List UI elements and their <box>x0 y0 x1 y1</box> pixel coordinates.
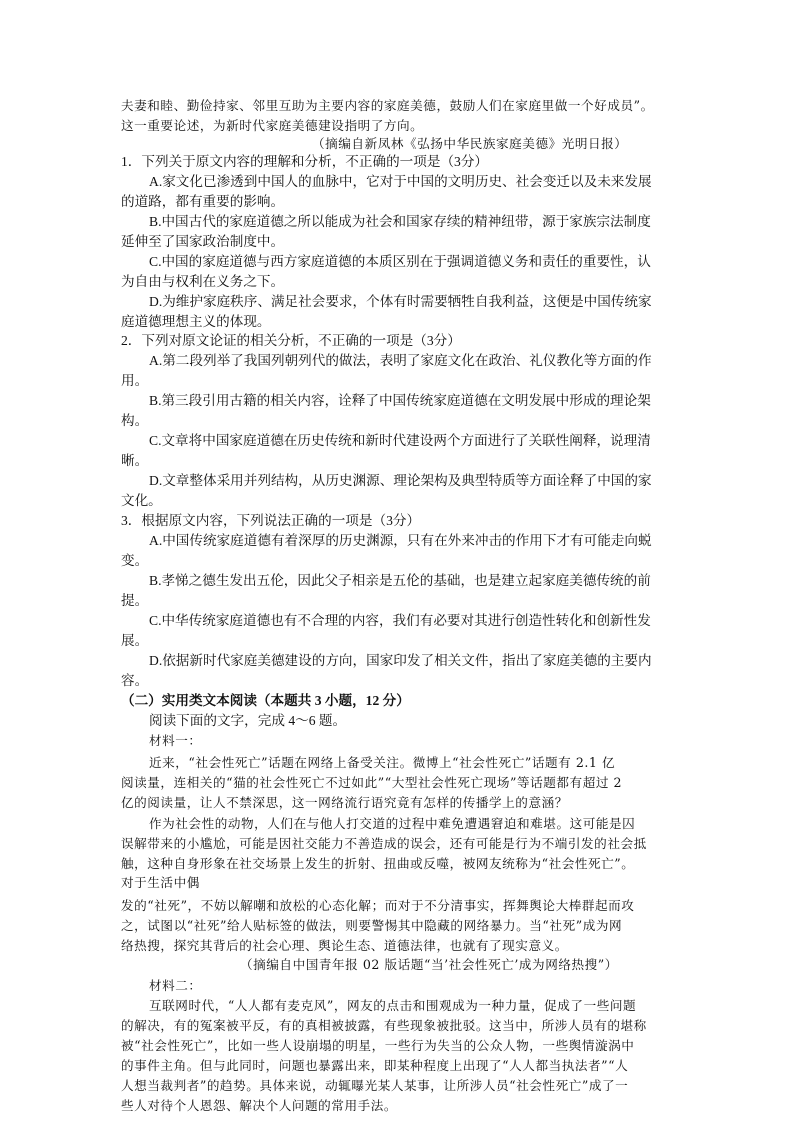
q1-option-a-line2: 的道路，都有重要的影响。 <box>121 194 285 209</box>
material2-line: 互联网时代，“人人都有麦克风”，网友的点击和围观成为一种力量，促成了一些问题 <box>149 998 637 1013</box>
q2-option-c-line1: C.文章将中国家庭道德在历史传统和新时代建设两个方面进行了关联性阐释，说理清 <box>149 433 651 448</box>
material2-line: 人想当裁判者”的趋势。具体来说，动辄曝光某人某事，让所涉人员“社会性死亡”成了一 <box>121 1078 629 1093</box>
material1-line: 作为社会性的动物，人们在与他人打交道的过程中难免遭遇窘迫和难堪。这可能是囚 <box>149 816 636 831</box>
q1-option-d-line2: 庭道德理想主义的体现。 <box>121 314 271 329</box>
material2-label: 材料二： <box>149 978 202 993</box>
q3-option-b-line2: 提。 <box>121 593 149 608</box>
q3-option-a-line2: 变。 <box>121 553 149 568</box>
section-heading: （二）实用类文本阅读（本题共 3 小题，12 分） <box>121 693 410 708</box>
material1-line: 络热搜，探究其背后的社会心理、舆论生态、道德法律，也就有了现实意义。 <box>121 938 568 953</box>
q1-option-b-line1: B.中国古代的家庭道德之所以能成为社会和国家存续的精神纽带，源于家族宗法制度 <box>149 214 651 229</box>
material1-line: 触，这种自身形象在社交场景上发生的折射、扭曲或反噬，被网友统称为“社会性死亡”。 <box>121 856 635 871</box>
material2-line: 被“社会性死亡”，比如一些人设崩塌的明星，一些行为失当的公众人物，一些舆情漩涡中 <box>121 1038 635 1053</box>
q3-option-a-line1: A.中国传统家庭道德有着深厚的历史渊源，只有在外来冲击的作用下才有可能走向蜕 <box>149 533 652 548</box>
q1-option-c-line2: 为自由与权利在义务之下。 <box>121 274 285 289</box>
q2-option-a-line2: 用。 <box>121 373 149 388</box>
q1-option-d-line1: D.为维护家庭秩序、满足社会要求，个体有时需要牺牲自我利益，这便是中国传统家 <box>149 294 652 309</box>
q1-option-a-line1: A.家文化已渗透到中国人的血脉中，它对于中国的文明历史、社会变迁以及未来发展 <box>149 174 652 189</box>
intro-line-2: 这一重要论述，为新时代家庭美德建设指明了方向。 <box>121 118 424 133</box>
q3-option-d-line1: D.依据新时代家庭美德建设的方向，国家印发了相关文件，指出了家庭美德的主要内 <box>149 653 652 668</box>
material1-line: 近来，“社会性死亡”话题在网络上备受关注。微博上“社会性死亡”话题有 2.1 亿 <box>149 755 616 770</box>
material1-line: 亿的阅读量，让人不禁深思，这一网络流行语究竟有怎样的传播学上的意涵？ <box>121 795 568 810</box>
q3-option-c-line1: C.中华传统家庭道德也有不合理的内容，我们有必要对其进行创造性转化和创新性发 <box>149 613 651 628</box>
q2-option-a-line1: A.第二段列举了我国列朝列代的做法，表明了家庭文化在政治、礼仪教化等方面的作 <box>149 353 652 368</box>
intro-line-1: 夫妻和睦、勤俭持家、邻里互助为主要内容的家庭美德，鼓励人们在家庭里做一个好成员”。 <box>121 98 654 113</box>
q2-option-c-line2: 晰。 <box>121 453 149 468</box>
material1-line: 阅读量，连相关的“猫的社会性死亡不过如此”“大型社会性死亡现场”等话题都有超过 2 <box>121 775 623 790</box>
q3-option-b-line1: B.孝悌之德生发出五伦，因此父子相亲是五伦的基础，也是建立起家庭美德传统的前 <box>149 573 651 588</box>
material1-line: 误解带来的小尴尬，可能是因社交能力不善造成的误会，还有可能是行为不端引发的社会抵 <box>121 836 647 851</box>
q1-stem: 1．下列关于原文内容的理解和分析，不正确的一项是（3分） <box>121 154 489 169</box>
q2-option-b-line1: B.第三段引用古籍的相关内容，诠释了中国传统家庭道德在文明发展中形成的理论架 <box>149 393 651 408</box>
q2-stem: 2．下列对原文论证的相关分析，不正确的一项是（3分） <box>121 333 461 348</box>
material1-line: 对于生活中偶 <box>121 875 200 890</box>
material1-line: 发的“社死”，不妨以解嘲和放松的心态化解；而对于不分清事实，挥舞舆论大棒群起而攻 <box>121 898 635 913</box>
material1-line: 之，试图以“社死”给人贴标签的做法，则要警惕其中隐藏的网络暴力。当“社死”成为网 <box>121 918 623 933</box>
material2-line: 些人对待个人恩怨、解决个人问题的常用手法。 <box>121 1098 398 1113</box>
material1-source: （摘编自中国青年报 02 版话题“当’社会性死亡’成为网络热搜”） <box>240 957 618 972</box>
q1-option-b-line2: 延伸至了国家政治制度中。 <box>121 234 285 249</box>
q2-option-d-line1: D.文章整体采用并列结构，从历史渊源、理论架构及典型特质等方面诠释了中国的家 <box>149 473 652 488</box>
q2-option-d-line2: 文化。 <box>121 493 162 508</box>
intro-source: （摘编自新凤林《弘扬中华民族家庭美德》光明日报） <box>312 136 628 151</box>
material2-line: 的事件主角。但与此同时，问题也暴露出来，即某种程度上出现了“人人都当执法者”“人 <box>121 1058 629 1073</box>
q2-option-b-line2: 构。 <box>121 413 149 428</box>
q3-stem: 3．根据原文内容，下列说法正确的一项是（3分） <box>121 513 421 528</box>
material2-line: 的解决，有的冤案被平反，有的真相被披露，有些现象被批驳。这当中，所涉人员有的堪称 <box>121 1018 647 1033</box>
material1-label: 材料一： <box>149 733 202 748</box>
q1-option-c-line1: C.中国的家庭道德与西方家庭道德的本质区别在于强调道德义务和责任的重要性，认 <box>149 254 651 269</box>
q3-option-d-line2: 容。 <box>121 673 149 688</box>
q3-option-c-line2: 展。 <box>121 633 149 648</box>
section-instruction: 阅读下面的文字，完成 4～6 题。 <box>149 713 347 728</box>
